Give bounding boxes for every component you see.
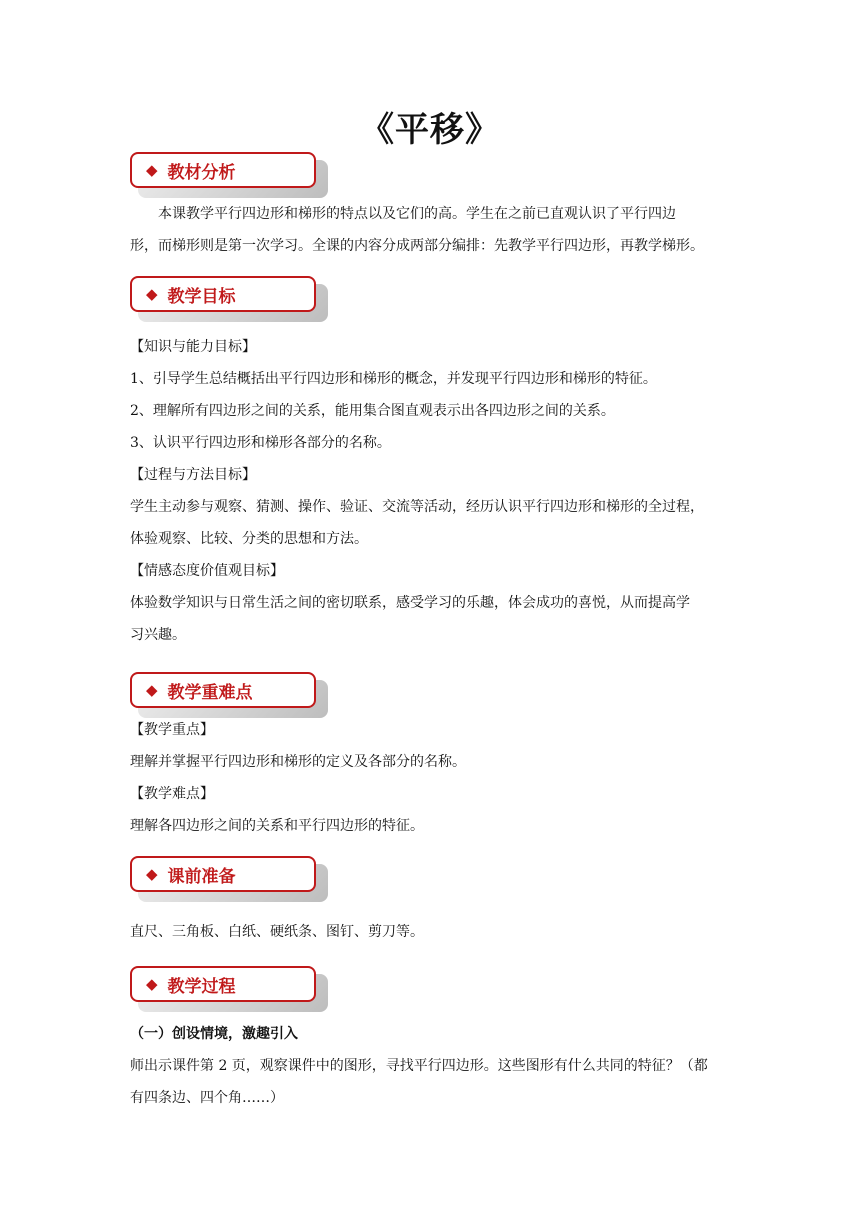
diamond-icon: ◆	[146, 161, 158, 179]
list-item: 1、引导学生总结概括出平行四边形和梯形的概念，并发现平行四边形和梯形的特征。	[130, 371, 657, 387]
subsection-label: 【知识与能力目标】	[130, 339, 256, 355]
paragraph-line: 有四条边、四个角……）	[130, 1090, 284, 1106]
paragraph-line: 习兴趣。	[130, 627, 186, 643]
paragraph-line: 理解各四边形之间的关系和平行四边形的特征。	[130, 818, 424, 834]
document-title: 《平移》	[360, 110, 500, 150]
paragraph-line: 形，而梯形则是第一次学习。全课的内容分成两部分编排：先教学平行四边形，再教学梯形。	[130, 238, 704, 254]
section-heading: 教学过程	[167, 976, 236, 997]
header-box	[130, 152, 316, 188]
section-heading: 教学重难点	[167, 682, 253, 703]
process-content	[130, 1018, 735, 1114]
paragraph-line: 体验数学知识与日常生活之间的密切联系，感受学习的乐趣，体会成功的喜悦，从而提高学	[130, 595, 690, 611]
goals-content	[130, 331, 735, 651]
header-box	[130, 672, 316, 708]
list-item: 2、理解所有四边形之间的关系，能用集合图直观表示出各四边形之间的关系。	[130, 403, 615, 419]
analysis-paragraph	[130, 198, 735, 262]
subsection-label: 【教学难点】	[130, 786, 214, 802]
list-item: 3、认识平行四边形和梯形各部分的名称。	[130, 435, 391, 451]
paragraph-line: 理解并掌握平行四边形和梯形的定义及各部分的名称。	[130, 754, 466, 770]
section-header-key-points	[130, 672, 340, 720]
header-box	[130, 276, 316, 312]
step-title: （一）创设情境，激趣引入	[130, 1026, 298, 1042]
section-header-preparation	[130, 856, 340, 904]
diamond-icon: ◆	[146, 681, 158, 699]
preparation-content	[130, 916, 735, 948]
header-box	[130, 966, 316, 1002]
paragraph-line: 学生主动参与观察、猜测、操作、验证、交流等活动，经历认识平行四边形和梯形的全过程，	[130, 499, 704, 515]
section-heading: 教材分析	[167, 162, 236, 183]
diamond-icon: ◆	[146, 865, 158, 883]
section-header-goals	[130, 276, 340, 324]
section-heading: 教学目标	[167, 286, 236, 307]
paragraph-line: 体验观察、比较、分类的思想和方法。	[130, 531, 368, 547]
section-header-analysis	[130, 152, 340, 200]
paragraph-line: 直尺、三角板、白纸、硬纸条、图钉、剪刀等。	[130, 924, 424, 940]
diamond-icon: ◆	[146, 285, 158, 303]
paragraph-line: 本课教学平行四边形和梯形的特点以及它们的高。学生在之前已直观认识了平行四边	[158, 206, 676, 222]
subsection-label: 【过程与方法目标】	[130, 467, 256, 483]
section-header-process	[130, 966, 340, 1014]
paragraph-line: 师出示课件第 2 页，观察课件中的图形，寻找平行四边形。这些图形有什么共同的特征？（都	[130, 1058, 708, 1074]
key-points-content	[130, 714, 735, 842]
header-box	[130, 856, 316, 892]
diamond-icon: ◆	[146, 975, 158, 993]
section-heading: 课前准备	[167, 866, 236, 887]
subsection-label: 【情感态度价值观目标】	[130, 563, 284, 579]
subsection-label: 【教学重点】	[130, 722, 214, 738]
